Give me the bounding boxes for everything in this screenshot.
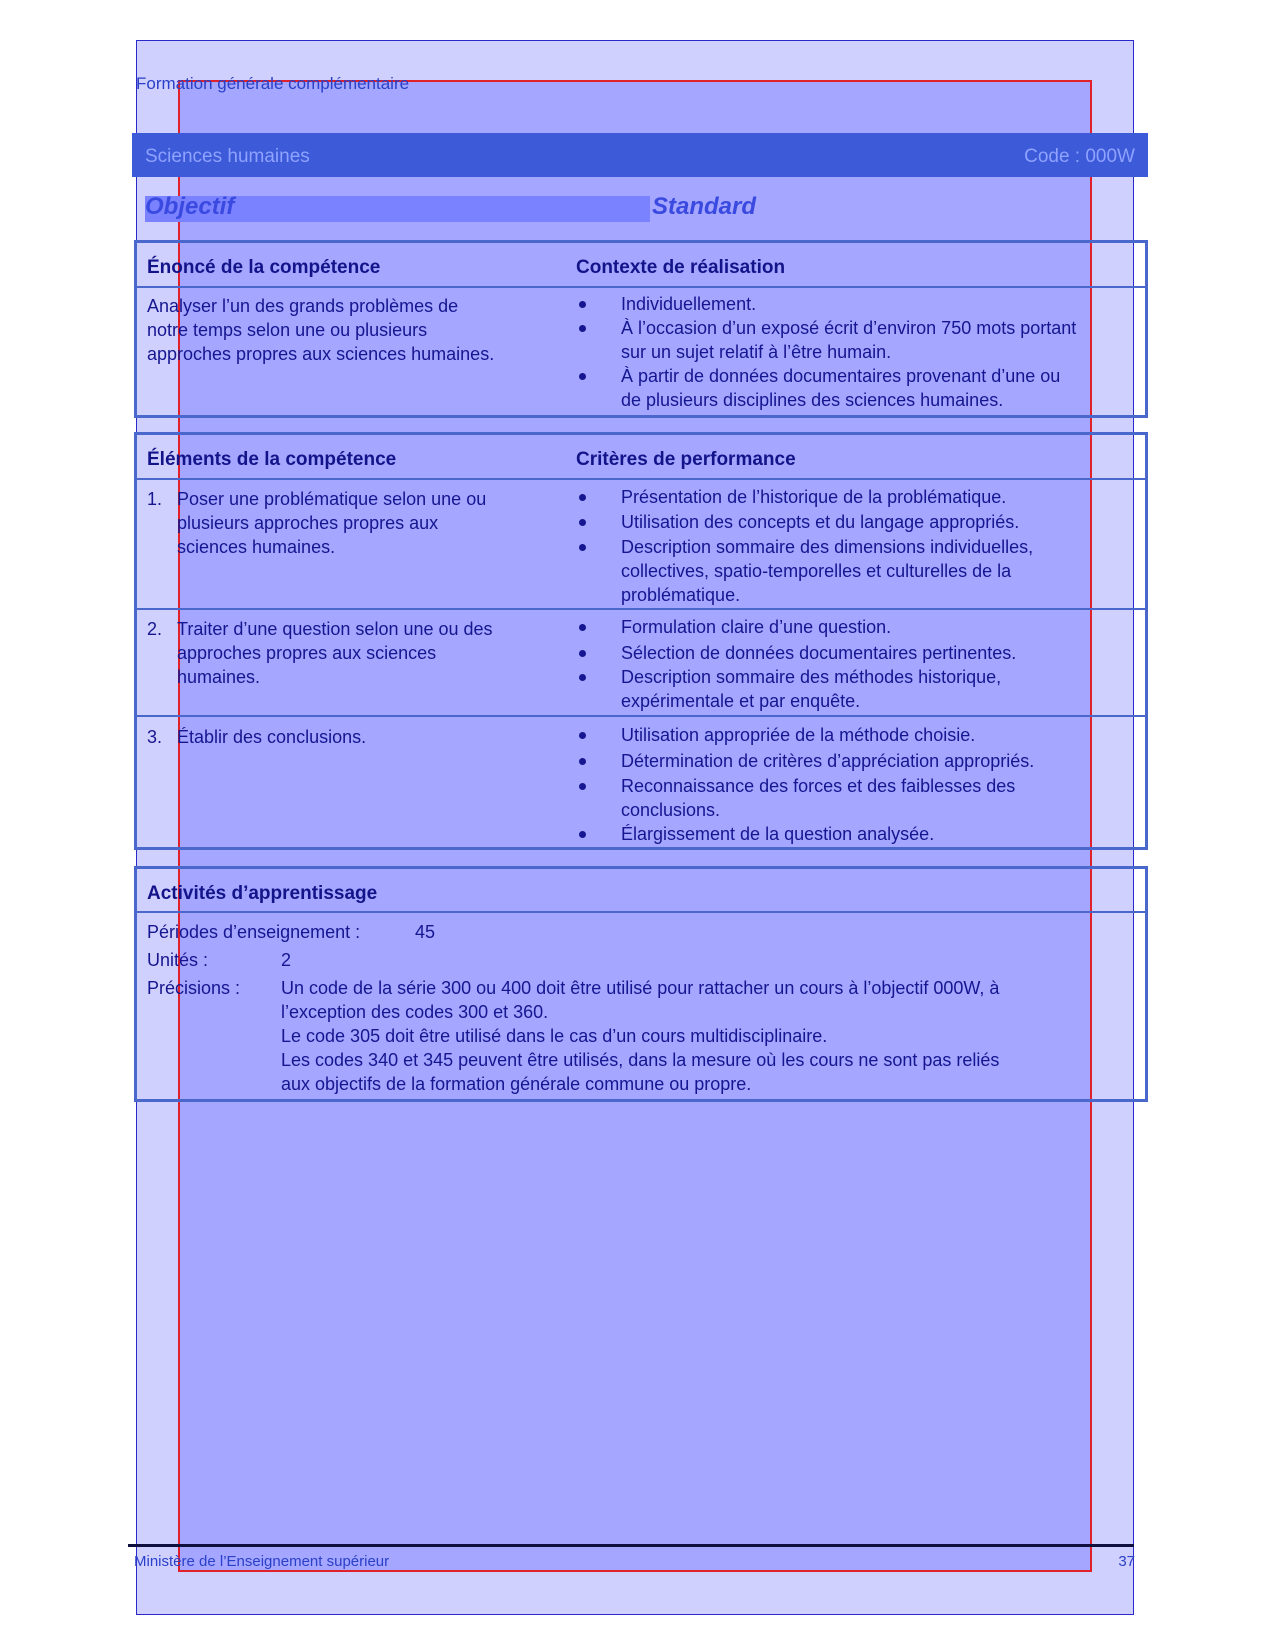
bullet-icon <box>579 783 586 790</box>
objectif-label: Objectif <box>145 193 235 220</box>
element-line: Établir des conclusions. <box>177 727 367 747</box>
page-number: 37 <box>1118 1553 1135 1570</box>
element-line: humaines. <box>177 667 261 687</box>
row-divider <box>137 715 1145 717</box>
activities-heading: Activités d’apprentissage <box>147 883 378 904</box>
criteria-heading: Critères de performance <box>576 449 796 470</box>
element-line: Poser une problématique selon une ou <box>177 489 487 509</box>
criterion-item: Utilisation des concepts et du langage appropriés. <box>621 512 1020 532</box>
bullet-icon <box>579 301 586 308</box>
context-item: de plusieurs disciplines des sciences humaines. <box>621 390 1004 410</box>
bullet-icon <box>579 519 586 526</box>
elements-heading: Éléments de la compétence <box>147 449 397 470</box>
standard-label: Standard <box>652 193 757 220</box>
context-item: À partir de données documentaires provenant d’une ou <box>621 366 1061 386</box>
bullet-icon <box>579 732 586 739</box>
ministry-footer: Ministère de l’Enseignement supérieur <box>134 1553 390 1570</box>
competence-heading: Énoncé de la compétence <box>147 257 381 278</box>
element-line: sciences humaines. <box>177 537 336 557</box>
criterion-item: Formulation claire d’une question. <box>621 617 892 637</box>
footer-rule <box>128 1544 1134 1547</box>
element-number: 1. <box>147 489 163 509</box>
precisions-line: aux objectifs de la formation générale commune ou propre. <box>281 1074 752 1094</box>
bullet-icon <box>579 325 586 332</box>
periods-label: Périodes d’enseignement : <box>147 922 361 942</box>
section-divider <box>137 286 1145 288</box>
criterion-item: Présentation de l’historique de la problématique. <box>621 487 1007 507</box>
discipline-title: Sciences humaines <box>145 146 310 167</box>
criterion-item: Utilisation appropriée de la méthode choisie. <box>621 725 976 745</box>
element-number: 2. <box>147 619 163 639</box>
bullet-icon <box>579 544 586 551</box>
precisions-line: Les codes 340 et 345 peuvent être utilisés, dans la mesure où les cours ne sont pas reliés <box>281 1050 1000 1070</box>
competence-statement-line: approches propres aux sciences humaines. <box>147 344 495 364</box>
criterion-item: Reconnaissance des forces et des faiblesses des <box>621 776 1016 796</box>
precisions-line: Le code 305 doit être utilisé dans le cas d’un cours multidisciplinaire. <box>281 1026 828 1046</box>
criterion-item: collectives, spatio-temporelles et culturelles de la <box>621 561 1012 581</box>
context-heading: Contexte de réalisation <box>576 257 786 278</box>
units-label: Unités : <box>147 950 209 970</box>
precisions-label: Précisions : <box>147 978 241 998</box>
objective-code: Code : 000W <box>1024 146 1135 167</box>
row-divider <box>137 608 1145 610</box>
precisions-line: Un code de la série 300 ou 400 doit être utilisé pour rattacher un cours à l’objectif 000W, à <box>281 978 1000 998</box>
units-value: 2 <box>281 950 292 970</box>
element-line: approches propres aux sciences <box>177 643 437 663</box>
periods-value: 45 <box>415 922 436 942</box>
bullet-icon <box>579 674 586 681</box>
bullet-icon <box>579 624 586 631</box>
criterion-item: Description sommaire des dimensions individuelles, <box>621 537 1034 557</box>
criterion-item: conclusions. <box>621 800 721 820</box>
element-number: 3. <box>147 727 163 747</box>
criterion-item: problématique. <box>621 585 741 605</box>
criterion-item: Sélection de données documentaires pertinentes. <box>621 643 1017 663</box>
element-line: Traiter d’une question selon une ou des <box>177 619 493 639</box>
bullet-icon <box>579 650 586 657</box>
competence-statement-line: notre temps selon une ou plusieurs <box>147 320 428 340</box>
criterion-item: Détermination de critères d’appréciation appropriés. <box>621 751 1035 771</box>
competence-section <box>134 240 1148 418</box>
context-item: Individuellement. <box>621 294 757 314</box>
bullet-icon <box>579 494 586 501</box>
competence-statement-line: Analyser l’un des grands problèmes de <box>147 296 459 316</box>
criterion-item: Description sommaire des méthodes historique, <box>621 667 1002 687</box>
section-divider <box>137 911 1145 913</box>
bullet-icon <box>579 758 586 765</box>
elements-section <box>134 432 1148 850</box>
bullet-icon <box>579 373 586 380</box>
program-header: Formation générale complémentaire <box>136 74 410 93</box>
element-line: plusieurs approches propres aux <box>177 513 439 533</box>
precisions-line: l’exception des codes 300 et 360. <box>281 1002 549 1022</box>
criterion-item: Élargissement de la question analysée. <box>621 824 935 844</box>
context-item: À l’occasion d’un exposé écrit d’environ 750 mots portant <box>621 318 1077 338</box>
criterion-item: expérimentale et par enquête. <box>621 691 861 711</box>
context-item: sur un sujet relatif à l’être humain. <box>621 342 892 362</box>
section-divider <box>137 478 1145 480</box>
bullet-icon <box>579 831 586 838</box>
activities-section <box>134 866 1148 1102</box>
